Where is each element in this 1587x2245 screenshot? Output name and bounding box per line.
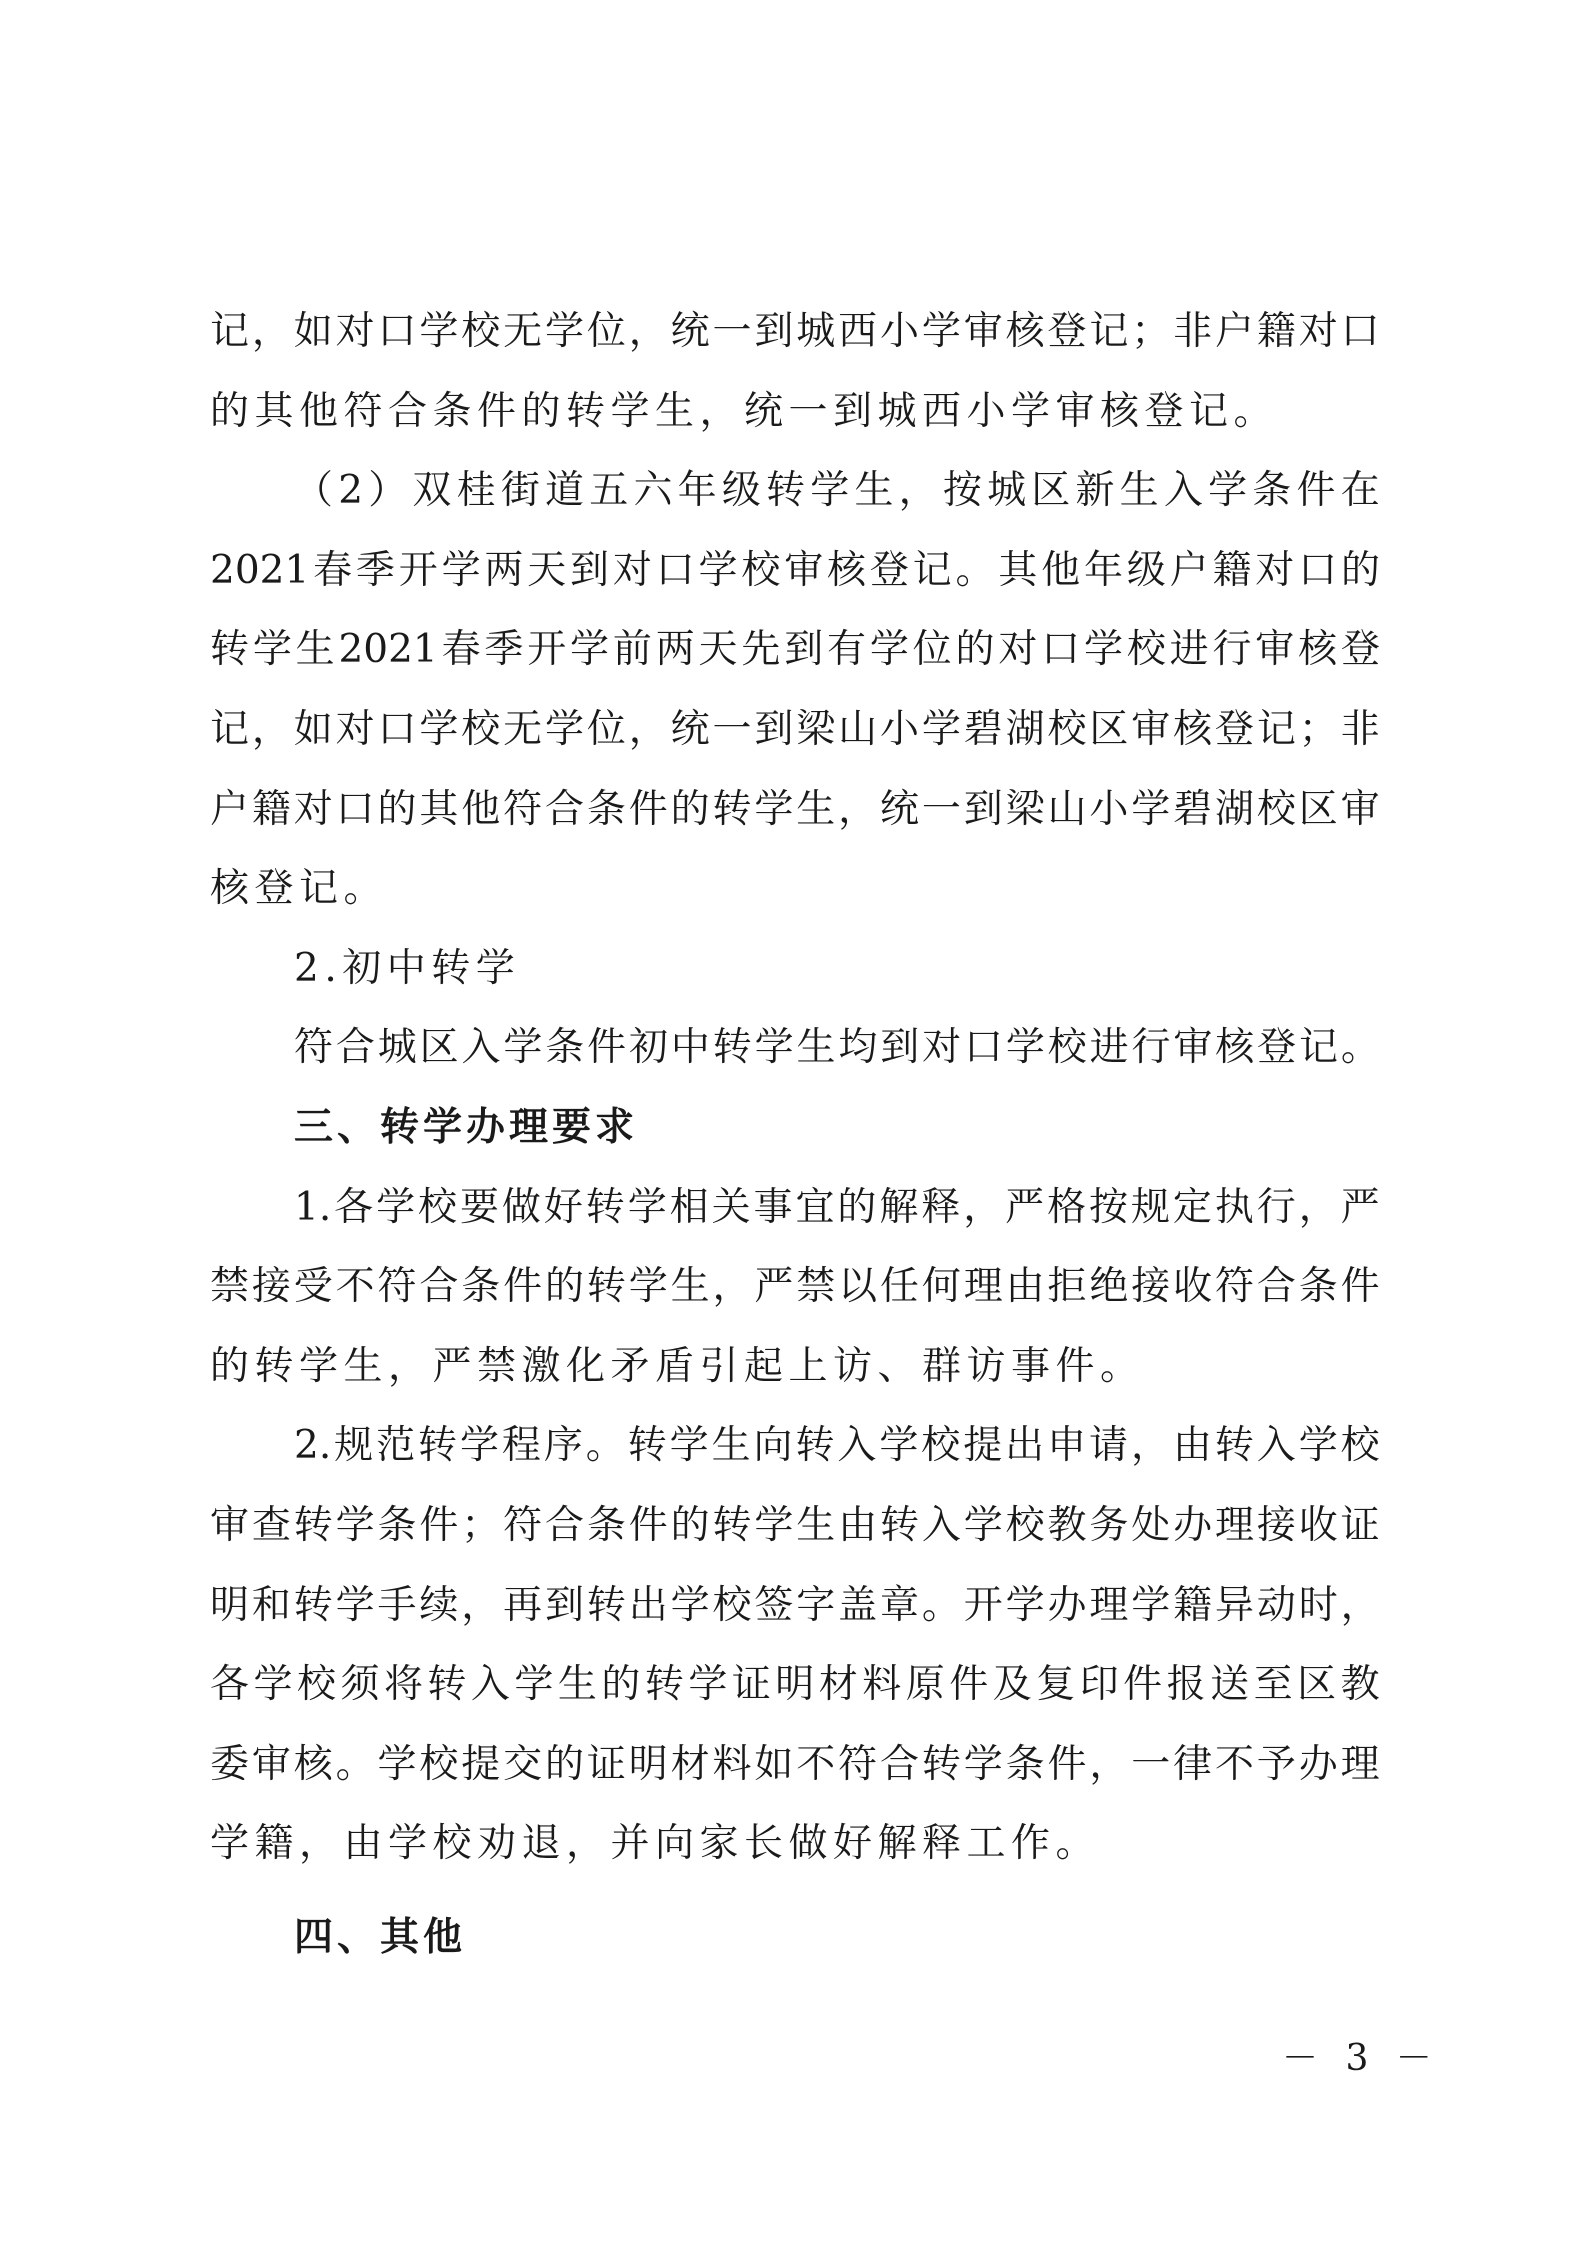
section-heading-requirements: 三、转学办理要求 [294,1104,639,1150]
paragraph-line: 的转学生，严禁激化矛盾引起上访、群访事件。 [210,1343,1145,1389]
page-number: － 3 － [1282,2038,1440,2079]
paragraph-line: 2021 春 季 开 学 两 天 到 对 口 学 校 审 核 登 记 。 其 他 年 级 户 籍 对 口 的 [210,547,1380,593]
paragraph-line: 审 查 转 学 条 件 ； 符 合 条 件 的 转 学 生 由 转 入 学 校 教 务 处 办 理 接 收 证 [210,1502,1380,1548]
paragraph-line: 各 学 校 须 将 转 入 学 生 的 转 学 证 明 材 料 原 件 及 复 印 件 报 送 至 区 教 [210,1662,1380,1708]
paragraph-line: 2. 规 范 转 学 程 序 。 转 学 生 向 转 入 学 校 提 出 申 请 ， 由 转 入 学 校 [294,1423,1380,1469]
paragraph-line: 记 ， 如 对 口 学 校 无 学 位 ， 统 一 到 城 西 小 学 审 核 登 记 ； 非 户 籍 对 口 [210,309,1380,354]
paragraph-line: 户 籍 对 口 的 其 他 符 合 条 件 的 转 学 生 ， 统 一 到 梁 山 小 学 碧 湖 校 区 审 [210,786,1380,832]
paragraph-line: 符 合 城 区 入 学 条 件 初 中 转 学 生 均 到 对 口 学 校 进 行 审 核 登 记 。 [294,1025,1380,1071]
paragraph-line: 核登记。 [210,866,389,912]
document-body [210,292,1380,1977]
subheading-junior-transfer: 2.初中转学 [294,945,521,991]
paragraph-line: 明 和 转 学 手 续 ， 再 到 转 出 学 校 签 字 盖 章 。 开 学 办 理 学 籍 异 动 时 ， [210,1582,1380,1628]
paragraph-line: 转 学 生 2021 春 季 开 学 前 两 天 先 到 有 学 位 的 对 口 学 校 进 行 审 核 登 [210,627,1380,673]
paragraph-line: 委 审 核 。 学 校 提 交 的 证 明 材 料 如 不 符 合 转 学 条 件 ， 一 律 不 予 办 理 [210,1741,1380,1787]
paragraph-line: 学籍，由学校劝退，并向家长做好解释工作。 [210,1821,1101,1867]
paragraph-line: 禁 接 受 不 符 合 条 件 的 转 学 生 ， 严 禁 以 任 何 理 由 拒 绝 接 收 符 合 条 件 [210,1264,1380,1310]
paragraph-line: 的其他符合条件的转学生，统一到城西小学审核登记。 [210,388,1279,434]
paragraph-line: （ 2 ） 双 桂 街 道 五 六 年 级 转 学 生 ， 按 城 区 新 生 入 学 条 件 在 [294,468,1380,514]
paragraph-line: 1. 各 学 校 要 做 好 转 学 相 关 事 宜 的 解 释 ， 严 格 按 规 定 执 行 ， 严 [294,1184,1380,1230]
paragraph-line: 记 ， 如 对 口 学 校 无 学 位 ， 统 一 到 梁 山 小 学 碧 湖 校 区 审 核 登 记 ； 非 [210,706,1380,752]
section-heading-other: 四、其他 [294,1914,467,1960]
